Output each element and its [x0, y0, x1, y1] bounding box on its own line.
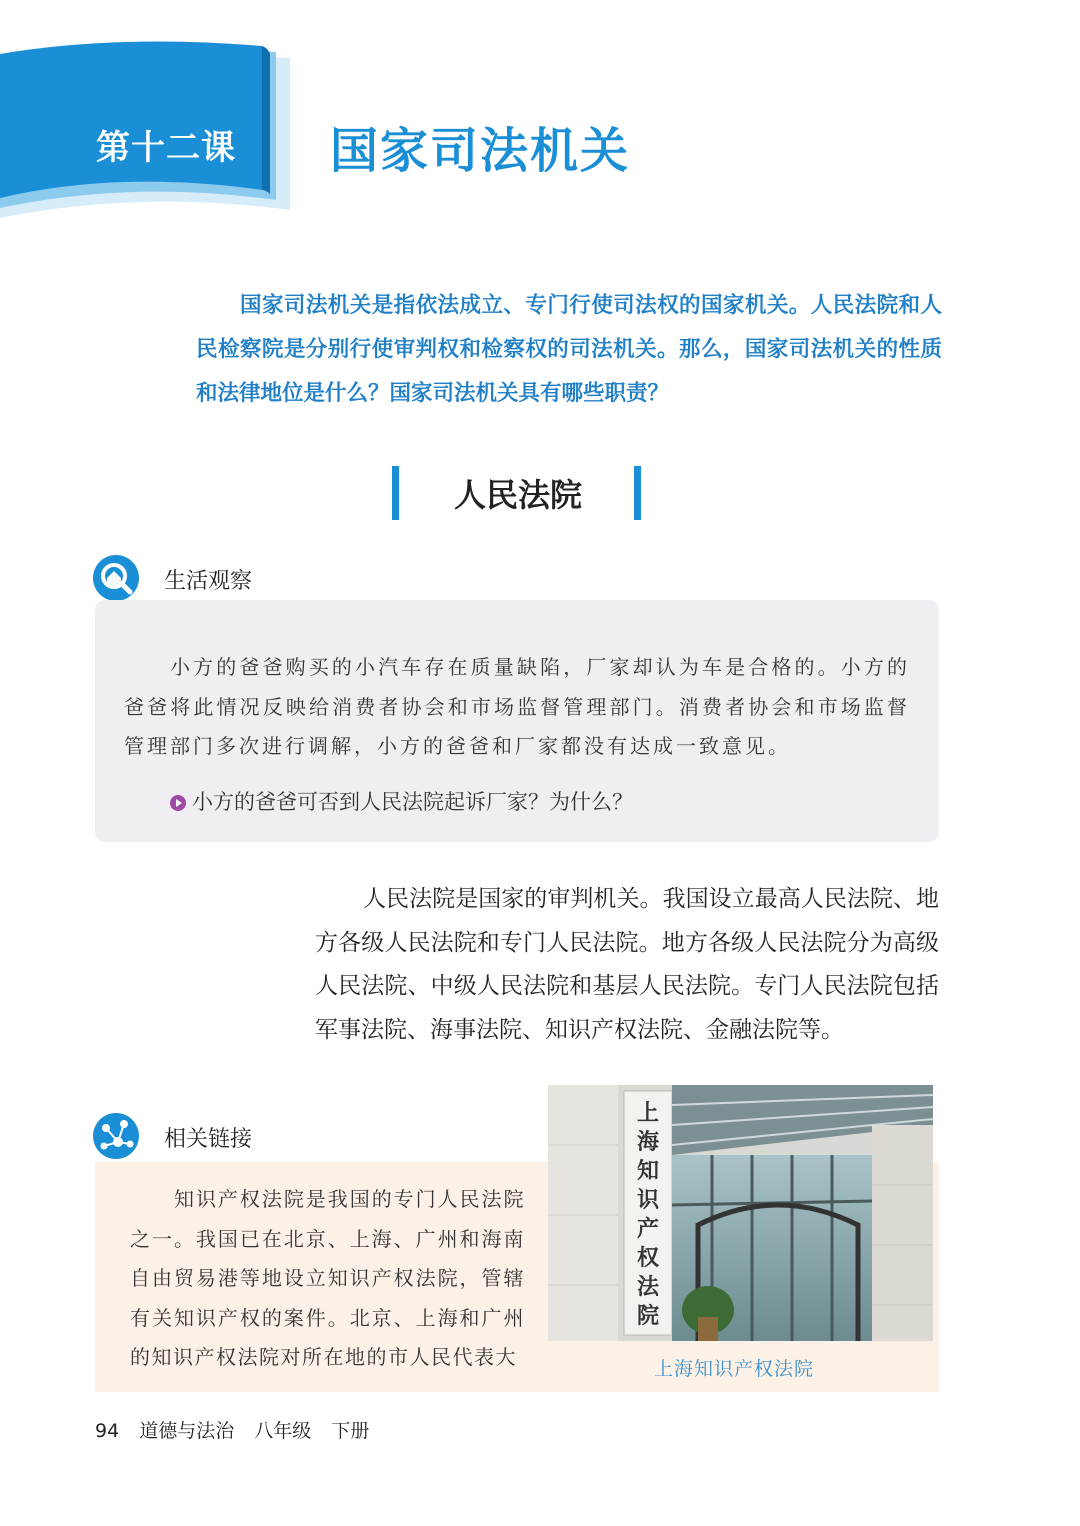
- page-footer: [95, 1416, 383, 1443]
- observation-icon: [92, 554, 140, 602]
- lesson-title: 国家司法机关: [330, 123, 631, 179]
- observation-label: 生活观察: [164, 569, 253, 594]
- grade: 八年级: [254, 1420, 312, 1442]
- lesson-number: 第十二课: [96, 128, 236, 168]
- section-bar-left: [392, 466, 399, 520]
- book-title: 道德与法治: [139, 1420, 235, 1442]
- section-title: 人民法院: [453, 476, 582, 514]
- related-link-label: 相关链接: [164, 1127, 253, 1152]
- photo-caption: 上海知识产权法院: [653, 1358, 814, 1380]
- section-bar-right: [634, 466, 641, 520]
- body-paragraph: 人民法院是国家的审判机关。我国设立最高人民法院、地方各级人民法院和专门人民法院。地方各级人民法院分为高级人民法院、中级人民法院和基层人民法院。专门人民法院包括军事法院、海事法院、知识产权法院、金融法院等。: [315, 886, 939, 1043]
- volume: 下册: [331, 1420, 370, 1442]
- observation-text: 小方的爸爸购买的小汽车存在质量缺陷，厂家却认为车是合格的。小方的爸爸将此情况反映给消费者协会和市场监督管理部门。消费者协会和市场监督管理部门多次进行调解，小方的爸爸和厂家都没有达成一致意见。: [124, 655, 910, 758]
- observation-question: [170, 786, 633, 816]
- related-link-text: 知识产权法院是我国的专门人民法院之一。我国已在北京、上海、广州和海南自由贸易港等地设立知识产权法院，管辖有关知识产权的案件。北京、上海和广州的知识产权法院对所在地的市人民代表大: [130, 1187, 525, 1369]
- question-text: 小方的爸爸可否到人民法院起诉厂家？为什么？: [192, 790, 633, 814]
- court-sign-text: 上海知识产权法院: [636, 1100, 659, 1329]
- related-link-icon: [92, 1112, 140, 1160]
- page-number: 94: [95, 1420, 120, 1442]
- court-photo: [548, 1085, 933, 1341]
- play-icon: [170, 795, 186, 811]
- intro-paragraph: 国家司法机关是指依法成立、专门行使司法权的国家机关。人民法院和人民检察院是分别行使审判权和检察权的司法机关。那么，国家司法机关的性质和法律地位是什么？国家司法机关具有哪些职责？: [196, 293, 942, 406]
